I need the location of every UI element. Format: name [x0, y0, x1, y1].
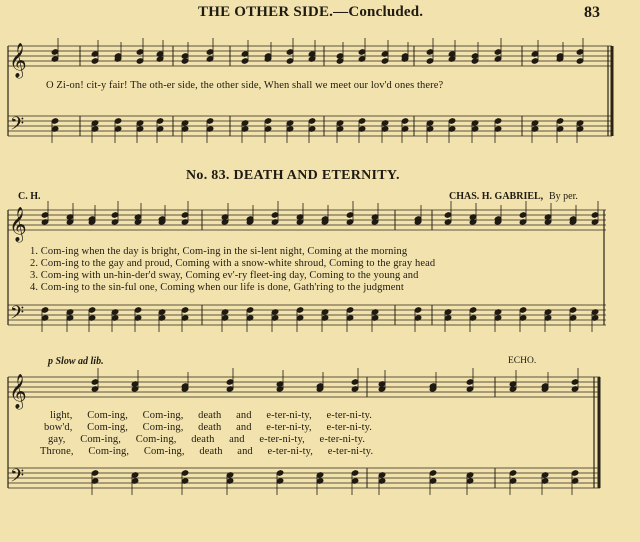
composer-credit: CHAS. H. GABRIEL, — [449, 191, 544, 202]
verse-2-top: 2. Com-ing to the gay and proud, Coming with a snow-white shroud, Coming to the gray head — [30, 258, 436, 269]
verse-1-bottom: light, Com-ing, Com-ing, death and e-ter-ni-ty, e-ter-ni-ty. — [50, 410, 373, 421]
page-number: 83 — [584, 4, 600, 21]
tempo-marking: p Slow ad lib. — [48, 356, 104, 367]
verse-1-top: 1. Com-ing when the day is bright, Com-ing in the si-lent night, Coming at the morning — [30, 246, 408, 257]
treble-clef-icon: 𝄞 — [9, 374, 27, 409]
verse-2-bottom: bow'd, Com-ing, Com-ing, death and e-ter-ni-ty, e-ter-ni-ty. — [44, 422, 372, 433]
bass-clef-icon: 𝄢 — [10, 114, 25, 139]
verse-4-top: 4. Com-ing to the sin-ful one, Coming when our life is done, Gath'ring to the judgment — [30, 282, 404, 293]
first-song-lyric: O Zi-on! cit-y fair! The oth-er side, the other side, When shall we meet our lov'd ones there? — [46, 80, 444, 91]
treble-clef-icon: 𝄞 — [9, 43, 27, 78]
treble-clef-icon: 𝄞 — [9, 207, 27, 242]
verse-3-top: 3. Com-ing with un-hin-der'd sway, Coming ev'-ry fleet-ing day, Coming to the young and — [30, 270, 419, 281]
page-header-title: THE OTHER SIDE.—Concluded. — [198, 4, 424, 20]
verse-4-bottom: Throne, Com-ing, Com-ing, death and e-ter-ni-ty, e-ter-ni-ty. — [40, 446, 374, 457]
bass-clef-icon: 𝄢 — [10, 303, 25, 328]
echo-marking: ECHO. — [508, 356, 537, 366]
song-title: No. 83. DEATH AND ETERNITY. — [186, 168, 400, 183]
verse-3-bottom: gay, Com-ing, Com-ing, death and e-ter-ni-ty, e-ter-ni-ty. — [48, 434, 366, 445]
lyricist-initials: C. H. — [18, 191, 41, 202]
bass-clef-icon: 𝄢 — [10, 466, 25, 491]
permission-note: By per. — [549, 191, 578, 202]
